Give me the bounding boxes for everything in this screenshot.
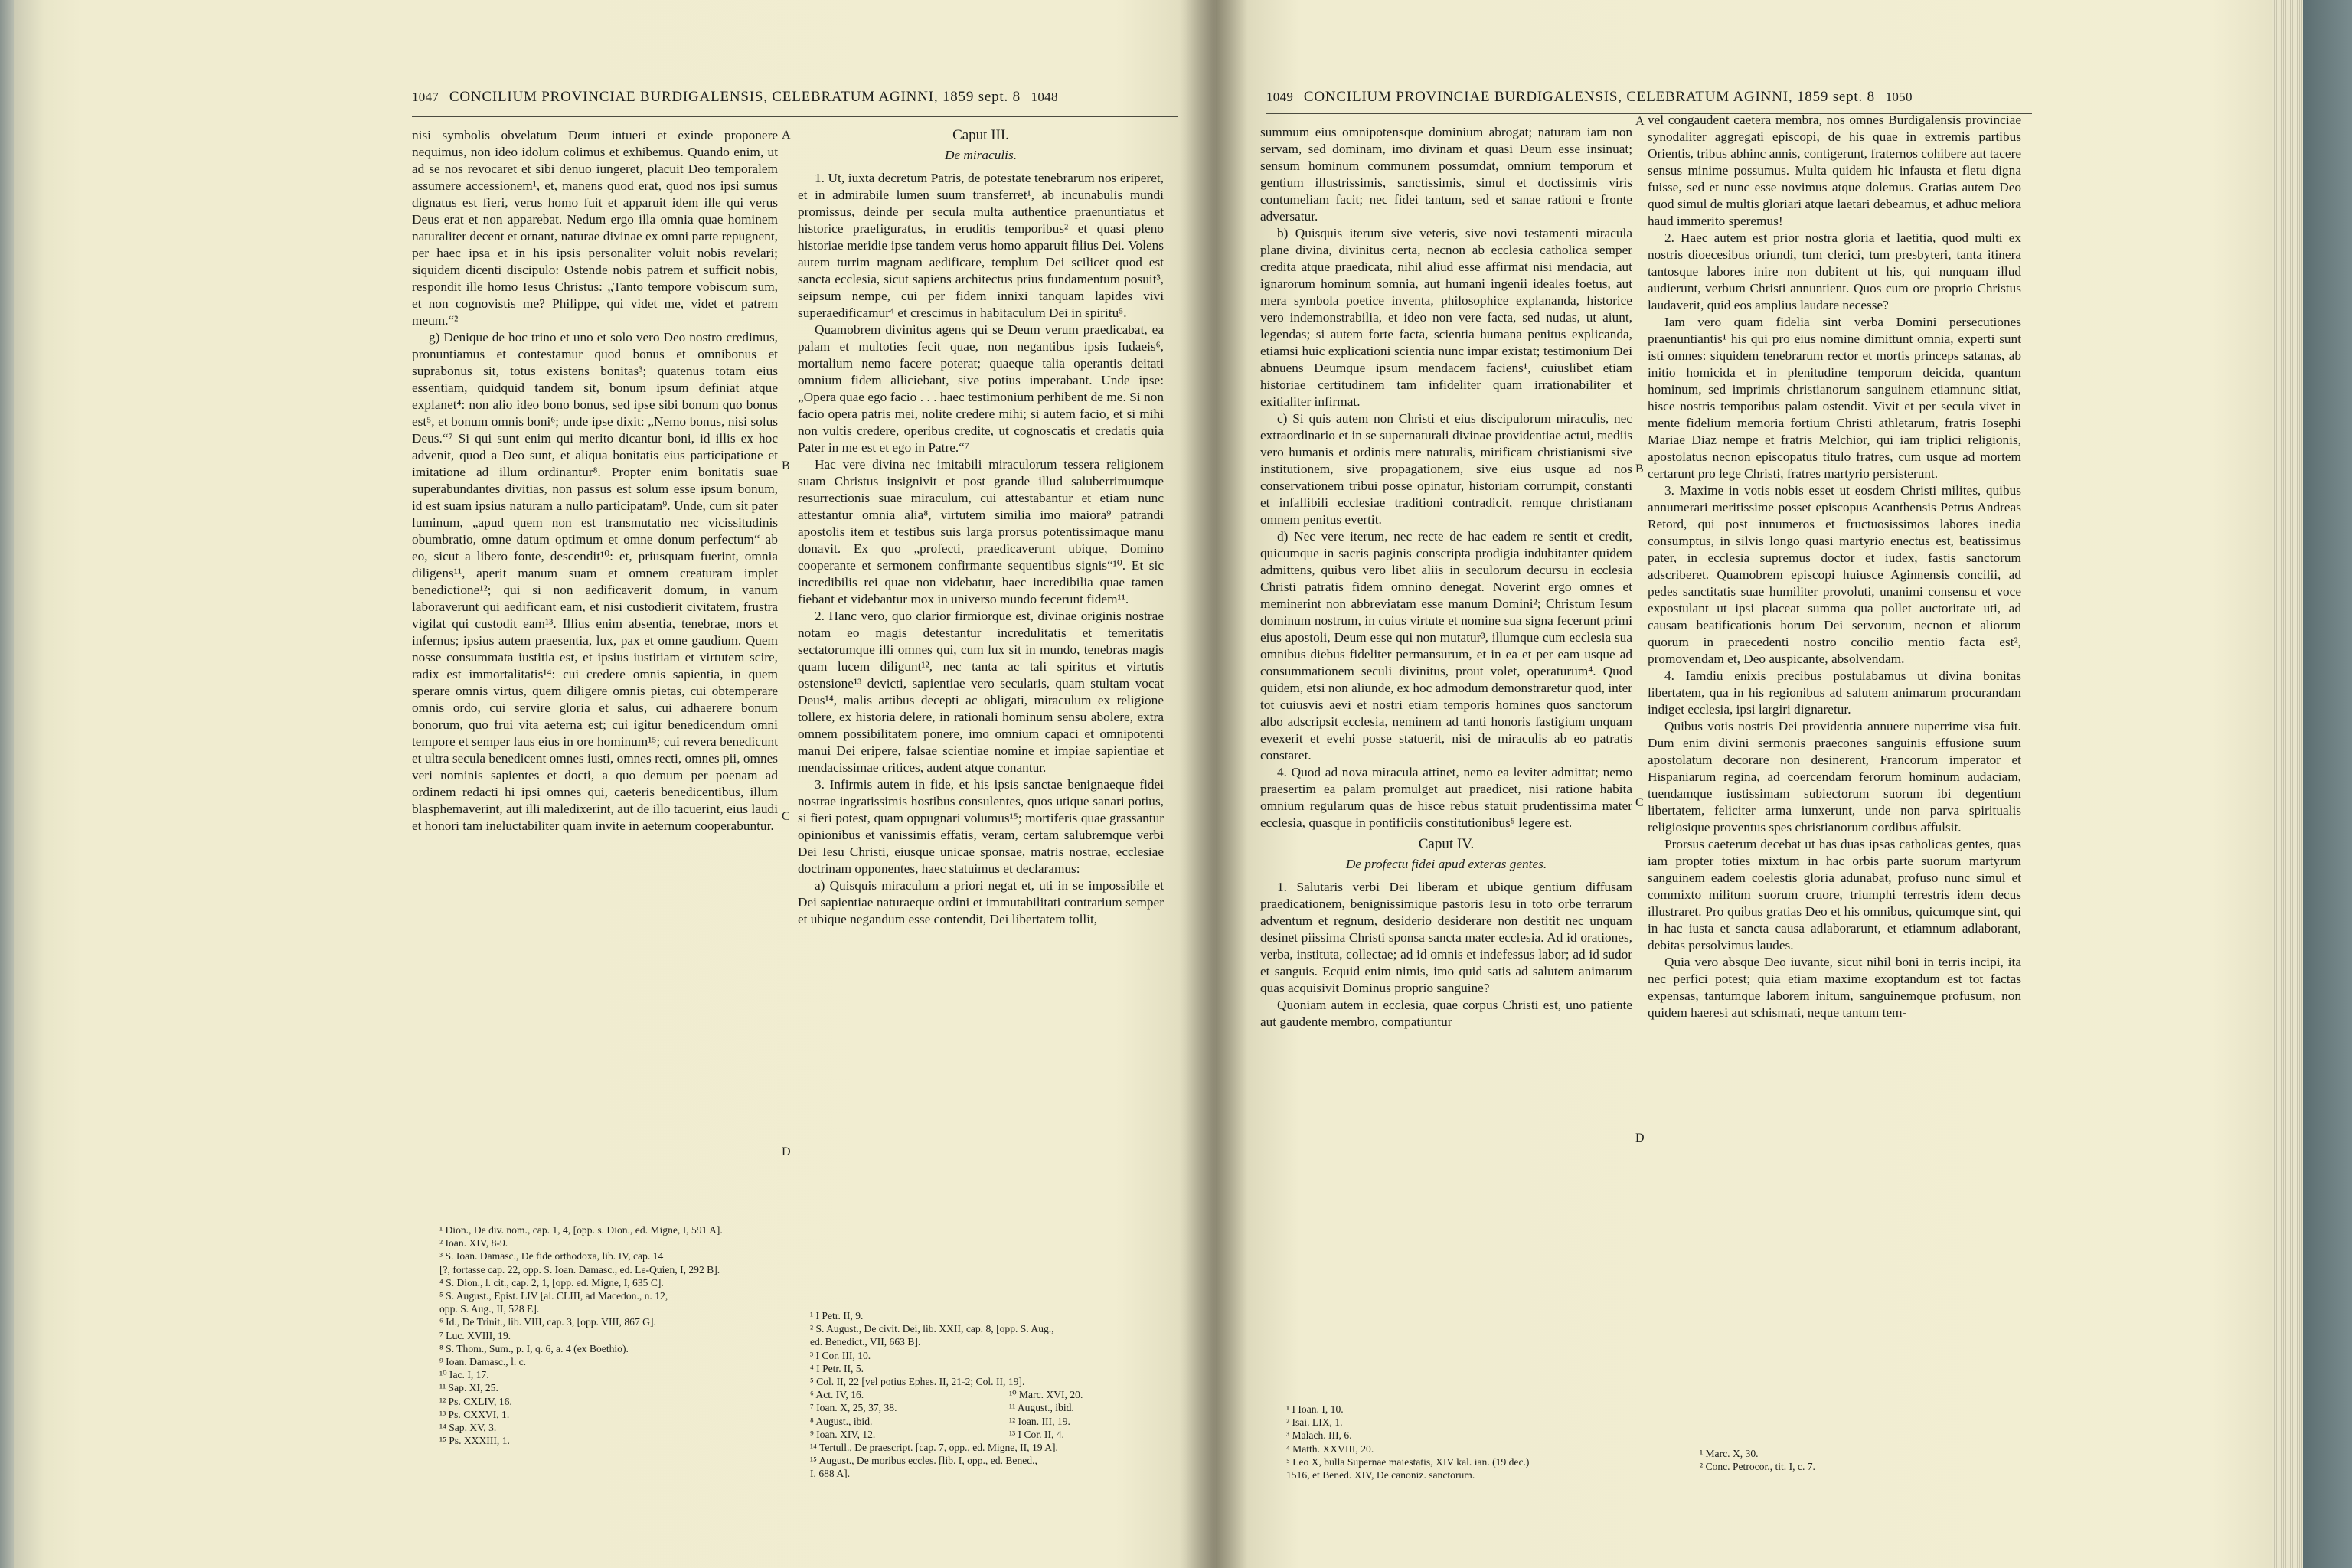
chapter-subtitle: De miraculis. (944, 148, 1018, 162)
margin-marker-d: D (1635, 1132, 1645, 1145)
paragraph: Quoniam autem in ecclesia, quae corpus Christi est, uno patiente aut gaudente membro, compatiuntur (1260, 998, 1632, 1029)
paragraph: 2. Haec autem est prior nostra gloria et laetitia, quod multi ex nostris dioecesibus oriundi, tum clerici, tum presbyteri, tanta itinera tantosque labores inire non dubitent ut his, qui nunquam illud audierunt, verbum Christi annuntient. Quos cum ore proprio Christus laudaverit, quid eos amplius laudare necesse? (1648, 230, 2021, 312)
footnote: I, 688 A]. (810, 1468, 851, 1480)
footnote: ³ S. Ioan. Damasc., De fide orthodoxa, lib. IV, cap. 14 (439, 1250, 664, 1263)
footnote: ¹⁴ Sap. XV, 3. (439, 1422, 497, 1434)
footnote: ³ Malach. III, 6. (1286, 1429, 1352, 1442)
footnote: ¹ I Petr. II, 9. (810, 1310, 864, 1321)
right-column-a (1260, 124, 1632, 1031)
footnote: ² Conc. Petrocor., tit. I, c. 7. (1700, 1461, 1815, 1473)
footnote: ⁵ Col. II, 22 [vel potius Ephes. II, 21-2; Col. II, 19]. (810, 1376, 1025, 1388)
paragraph: Iam vero quam fidelia sint verba Domini persecutiones praenuntiantis¹ his qui pro eius nomine dimittunt omnia, experti sunt isti omnes: siquidem tenebrarum rector et mortis princeps satanas, ab initio homicida et in plenitudine temporum deicida, quantum hominum, sed imprimis christianorum sanguinem etiamnunc sitiat, hisce nostris temporibus palam ostendit. Vivit et per secula vivet in mente fidelium memoria fortium Christi athletarum, fratris Iosephi Mariae Diaz nempe et fratris Melchior, qui iam triplici religionis, apostolatus necnon episcopatus titulo fratres, cum usque ad mortem certarunt pro lege Christi, fratres martyrio persisterunt. (1648, 315, 2021, 481)
right-column-b (1648, 112, 2021, 1021)
margin-marker-a: A (782, 129, 791, 142)
footnote: opp. S. Aug., II, 528 E]. (439, 1303, 540, 1315)
left-page-number-a: 1047 (412, 90, 439, 104)
left-running-title: CONCILIUM PROVINCIAE BURDIGALENSIS, CELEBRATUM AGINNI, 1859 sept. 8 (449, 89, 1021, 105)
footnote: ⁹ Ioan. Damasc., l. c. (439, 1356, 527, 1368)
chapter-subtitle: De profectu fidei apud exteras gentes. (1345, 857, 1547, 871)
margin-marker-b: B (1635, 462, 1644, 475)
footnote: ¹¹ August., ibid. (1009, 1402, 1074, 1414)
footnote: ¹ Dion., De div. nom., cap. 1, 4, [opp. s. Dion., ed. Migne, I, 591 A]. (439, 1224, 723, 1236)
left-header-rule (412, 116, 1178, 117)
footnote: ¹² Ioan. III, 19. (1009, 1415, 1070, 1427)
paragraph: 1. Ut, iuxta decretum Patris, de potestate tenebrarum nos eriperet, et in admirabile lumen suum transferret¹, ab incunabulis mundi promissus, deinde per secula multa authentice praenuntiatus et historice praefiguratus, in eruditis temporibus² et quasi pleno historiae meridie ipse tandem verus homo apparuit filius Dei. Volens autem turrim magnam aedificare, templum Dei scilicet quod est sancta ecclesia, sicut sapiens architectus prius fundamentum posuit³, seipsum nempe, cui per fidem innixi tanquam lapides vivi superaedificamur⁴ et crescimus in habitaculum Dei in spiritu⁵. (798, 171, 1164, 320)
footnote: ⁵ S. August., Epist. LIV [al. CLIII, ad Macedon., n. 12, (439, 1290, 668, 1302)
paragraph: a) Quisquis miraculum a priori negat et, uti in se impossibile et Dei sapientiae naturaeque ordini et immutabilitati contrarium semper et ubique negandum esse contendit, Dei libertatem tollit, (798, 878, 1164, 926)
book-edge-left (0, 0, 14, 1568)
paragraph: Quibus votis nostris Dei providentia annuere nuperrime visa fuit. Dum enim divini sermonis praecones sanguinis effusione suum apostolatum decorare non desinerent, Francorum imperator et Hispaniarum regina, ad coercendam ferorum hominum audaciam, tuendamque iustissimam subiectorum suorum ibi degentium libertatem, feliciter arma iunxerunt, unde non parva spiritualis religiosique proventus spes christianorum cordibus affulsit. (1648, 719, 2021, 835)
footnote: [?, fortasse cap. 22, opp. S. Ioan. Damasc., ed. Le-Quien, I, 292 B]. (439, 1263, 720, 1276)
footnote: ¹⁴ Tertull., De praescript. [cap. 7, opp., ed. Migne, II, 19 A]. (810, 1441, 1058, 1453)
footnote: ⁶ Act. IV, 16. (810, 1389, 864, 1401)
page-stack-edge (2272, 0, 2303, 1568)
left-page-number-b: 1048 (1031, 90, 1058, 104)
footnote: ¹⁰ Marc. XVI, 20. (1009, 1389, 1083, 1401)
margin-marker-a: A (1635, 115, 1645, 128)
footnote: ² S. August., De civit. Dei, lib. XXII, cap. 8, [opp. S. Aug., (810, 1323, 1054, 1335)
right-page-header (1266, 89, 1913, 106)
left-page (14, 0, 1216, 1568)
paragraph: 3. Infirmis autem in fide, et his ipsis sanctae benignaeque fidei nostrae ingratissimis hostibus consulentes, quos utique sanari potius, si fieri potest, quam oppugnari volumus¹⁵; mortiferis quae grassantur opinionibus et vanissimis effatis, veram, certam salubremque verbi Dei Iesu Christi, eiusque unicae sponsae, matris nostrae, ecclesiae doctrinam opponentes, haec statuimus et declaramus: (798, 777, 1164, 876)
paragraph: Quia vero absque Deo iuvante, sicut nihil boni in terris incipi, ita nec perfici potest; quia etiam maxime exoptandum est tot factas expensas, tantumque laborem initum, sanguinemque profusum, non quidem haeresi aut schismati, neque tantum tem- (1648, 955, 2021, 1020)
footnote: ¹⁵ August., De moribus eccles. [lib. I, opp., ed. Bened., (810, 1455, 1037, 1467)
footnote: ¹³ I Cor. II, 4. (1009, 1428, 1064, 1440)
desk-background (2303, 0, 2352, 1568)
right-footnotes-b (1700, 1447, 1929, 1473)
footnote (1009, 1375, 1162, 1388)
footnote: ¹ I Ioan. I, 10. (1286, 1403, 1344, 1415)
right-page-number-b: 1050 (1885, 90, 1913, 104)
right-page (1216, 0, 2272, 1568)
footnote: ² Isai. LIX, 1. (1286, 1416, 1343, 1429)
footnote: ⁷ Ioan. X, 25, 37, 38. (810, 1402, 897, 1414)
paragraph: 1. Salutaris verbi Dei liberam et ubique gentium diffusam praedicationem, benignissimique pastoris Iesu in toto orbe terrarum adventum et regnum, desiderio desiderare non destitit nec unquam desinet piissima Christi sponsa sancta mater ecclesia. Ad id orationes, verba, instituta, collectae; ad id omnis et indefessus labor; ad id sudor et sanguis. Ecquid enim nimis, imo quid satis ad salutem animarum quas acquisivit Dominus proprio sanguine? (1260, 880, 1632, 995)
chapter-heading: Caput III. (952, 127, 1009, 143)
paragraph: Prorsus caeterum decebat ut has duas ipsas catholicas gentes, quas iam propter toties mixtum in hac orbis parte suorum martyrum sanguinem eadem coelestis gloria adunabat, profuso nunc simul et commixto militum suorum cruore, triumphi terrestris idem decus illustraret. Pro quibus gratias Deo et his omnibus, quicumque sint, qui in hac iusta et sancta causa adlaborarunt, et etiamnum adlaborant, debitas persolvimus laudes. (1648, 837, 2021, 952)
footnote: ⁴ I Petr. II, 5. (810, 1362, 864, 1374)
footnote: ¹ Marc. X, 30. (1700, 1448, 1759, 1459)
footnote: ¹⁰ Iac. I, 17. (439, 1369, 489, 1381)
paragraph: d) Nec vere iterum, nec recte de hac eadem re sentit et credit, quicumque in sacris paginis conscripta prodigia indubitanter quidem admittens, quibus vero libet aliis in seculorum decursu in ecclesia Christi patratis fidem omnino denegat. Noverint ergo omnes et meminerint non abbreviatam esse manum Domini²; Christum Iesum dominum nostrum, in cuius virtute et nomine sua signa fecerunt primi eius apostoli, Deum esse qui non mutatur³, illumque cum ecclesia sua omnibus diebus fideliter permansurum, et in ea et per eam usque ad consummationem seculi divinitus, prout volet, operaturum⁴. Quod quidem, etsi non aliunde, ex hoc admodum demonstraretur quod, inter tot cuiusvis aevi et nostri etiam temporis homines quos sanctorum albo adscripsit ecclesia, neminem ad tanti honoris fastigium unquam evexerit et evehi posse statuerit, nisi de miraculis ab eo patratis constaret. (1260, 529, 1632, 763)
left-column-b (798, 127, 1164, 928)
left-column-a (412, 127, 778, 835)
footnote: ¹³ Ps. CXXVI, 1. (439, 1408, 510, 1420)
footnote: ² Ioan. XIV, 8-9. (439, 1237, 508, 1250)
paragraph: b) Quisquis iterum sive veteris, sive novi testamenti miracula plane divina, divinitus certa, necnon ab ecclesia catholica semper credita atque praedicata, nihil aliud esse affirmat nisi mendacia, aut ignarorum hominum somnia, aut humani ingenii ideales foetus, aut mera symbola poetice inventa, philosophice explananda, historice vero indemonstrabilia, et ideo non vere facta, sed nudas, ut aiunt, legendas; si autem forte facta, scientia humana penitus explicanda, etiamsi huic explicationi scientia nunc impar existat; testimonium Dei abnuens Deumque ipsum mendacem faciens¹, cuiuslibet etiam historiae certitudinem tam infideliter quam irrationabiliter et exitialiter infirmat. (1260, 226, 1632, 409)
footnote: ¹⁵ Ps. XXXIII, 1. (439, 1435, 510, 1447)
footnote: ⁹ Ioan. XIV, 12. (810, 1428, 876, 1440)
footnote: ¹¹ Sap. XI, 25. (439, 1382, 498, 1394)
paragraph: vel congaudent caetera membra, nos omnes Burdigalensis provinciae synodaliter aggregati episcopi, de his quae in extremis partibus Orientis, tribus abhinc annis, contigerunt, fraternos cohibere aut tacere sensus minime possumus. Multa quidem hic infausta et fletu digna fuisse, sed et nunc esse novimus atque dolemus. Gratias autem Deo quod simul de multis gloriari atque laetari debeamus, et adhuc meliora haud immerito speremus! (1648, 113, 2021, 228)
footnote: ⁸ S. Thom., Sum., p. I, q. 6, a. 4 (ex Boethio). (439, 1342, 629, 1354)
footnote: ⁸ August., ibid. (810, 1415, 873, 1427)
footnote: ⁵ Leo X, bulla Supernae maiestatis, XIV kal. ian. (19 dec.) (1286, 1455, 1530, 1468)
margin-marker-c: C (1635, 796, 1644, 809)
footnote (1009, 1362, 1162, 1375)
paragraph: g) Denique de hoc trino et uno et solo vero Deo nostro credimus, pronuntiamus et contestamur quod bonus et omnibonus et suprabonus sit, totus existens bonitas³; quatenus totam eius essentiam, quidquid tandem sit, bonum ipsum definiat atque explanet⁴: non alio ideo bono bonus, sed ipse sibi bonum quo bonus est⁵, et bonum omnis boni⁶; unde ipse dixit: „Nemo bonus, nisi solus Deus.“⁷ Si qui sunt enim qui merito dicantur boni, id illis ex hoc advenit, quod a Deo sunt, et aliqua bonitatis eius participatione et imitatione ad illum ordinantur⁸. Propter enim bonitatis suae superabundantes divitias, non passus est solum esse ipsum bonum, id est suam ipsius naturam a nullo participatam⁹. Unde, cum sit pater luminum, „apud quem non est transmutatio nec vicissitudinis obumbratio, omne datum optimum et omne donum perfectum“ ab eo, sicut a libero fonte, descendit¹⁰: et, priusquam fuerint, omnia diligens¹¹, aperit manum suam et omnem creaturam implet benedictione¹²; qui si non aedificaverit domum, in vanum laboraverunt qui aedificant eam, et nisi custodierit civitatem, frustra vigilat qui custodit eam¹³. Illius enim absentia, tenebrae, mors et infernus; ipsius autem praesentia, lux, pax et omne gaudium. Quem nosse consummata iustitia est, et ipsius iustitiam et virtutem scire, radix est immortalitatis¹⁴: cui credere omnis sapientia, in quem sperare omnis virtus, quem diligere omnis pietas, cui obtemperare omnis ordo, cui servire gloria et salus, cui adhaerere bonum bonorum, quo frui vita aeterna est; cui igitur benedicendum omni tempore et semper laus eius in ore hominum¹⁵; cui revera benedicunt et ultra secula benedicent omnes iusti, omnes recti, omnes pii, omnes veri nominis sapientes et docti, a quo demum per poenam ad ordinem redacti hi ipsi omnes qui, caeteris benedicentibus, illum blasphemaverint, aut illi maledixerint, aut de illo tacuerint, eius laudi et honori tam ineluctabiliter quam invite in aeternum cooperabuntur. (412, 330, 778, 833)
margin-marker-b: B (782, 459, 790, 472)
right-footnotes-a (1286, 1403, 1646, 1481)
right-page-number-a: 1049 (1266, 90, 1294, 104)
footnote: ⁴ S. Dion., l. cit., cap. 2, 1, [opp. ed. Migne, I, 635 C]. (439, 1276, 664, 1289)
paragraph: Hac vere divina nec imitabili miraculorum tessera religionem suam Christus insignivit et post grande illud saluberrimumque resurrectionis suae miraculum, cui attestabantur et etiam nunc attestantur omnia alia⁸, virtutem similia imo maiora⁹ patrandi apostolis item et testibus suis larga prorsus potentissimaque manu donavit. Ex quo „profecti, praedicaverunt ubique, Domino cooperante et sermonem confirmante sequentibus signis“¹⁰. Et sic incredibilis rei quae non videbatur, haec incredibilia quae tamen fiebant et videbantur mox in universo mundo fecerunt fidem¹¹. (798, 457, 1164, 606)
footnote: ⁷ Luc. XVIII, 19. (439, 1329, 511, 1341)
paragraph: nisi symbolis obvelatum Deum intueri et exinde proponere nequimus, non ideo idolum colimus et exhibemus. Quando enim, ut ad se nos revocaret et sibi denuo iungeret, placuit Deo temporalem assumere accessionem¹, et, manens quod erat, quod nos ipsi sumus dignatus est fieri, verus homo fuit et apparuit idem ille qui verus Deus erat et non apparebat. Nedum ergo illa omnia quae hominem naturaliter decent et ornant, naturae divinae ex omni parte repugnent, per haec ipsa et in his ipsis personaliter voluit nobis revelari; siquidem dicenti discipulo: Ostende nobis patrem et sufficit nobis, respondit ille homo Iesus Christus: „Tanto tempore vobiscum sum, et non cognovistis me? Philippe, qui videt me, videt et patrem meum.“² (412, 128, 778, 328)
left-footnotes-a (439, 1223, 776, 1447)
paragraph: 3. Maxime in votis nobis esset ut eosdem Christi milites, quibus annumerari meritissime posset episcopus Acanthensis Petrus Andreas Retord, qui post innumeros et fructuosissimos labores inedia consumptus, in silvis longo quasi martyrio enectus est, beatissimus pater, in ecclesia supremus doctor et iudex, fastis sanctorum adscriberet. Quamobrem episcopi huiusce Aginnensis concilii, ad pedes sanctitatis suae humiliter provoluti, unanimi consensu et voce expostulant ut ipsi placeat summa qua pollet auctoritate uti, ad causam beatificationis horum Dei servorum, necnon et aliorum quorum in praecedenti nostro concilio mentio facta est², promovendam et, Deo auspicante, absolvendam. (1648, 483, 2021, 666)
footnote: ⁴ Matth. XXVIII, 20. (1286, 1442, 1374, 1455)
left-page-header (412, 89, 1058, 106)
footnote: ed. Benedict., VII, 663 B]. (810, 1336, 921, 1348)
paragraph: c) Si quis autem non Christi et eius discipulorum miraculis, nec extraordinario et in se supernaturali divinae providentiae actui, mediis vero humanis et ordinis mere naturalis, mirificam christianismi sive institutionem, sive propagationem, sive eius usque ad nos conservationem tribui posse opinatur, historiam corrumpit, constanti et infallibili ecclesiae traditioni contradicit, remque christianam omnem penitus evertit. (1260, 411, 1632, 527)
paragraph: 4. Quod ad nova miracula attinet, nemo ea leviter admittat; nemo praesertim ea palam promulget aut praedicet, nisi ratione habita omnium regularum quas de hisce rebus statuit prudentissima mater ecclesia, quasque in pontificiis constitutionibus⁵ legere est. (1260, 765, 1632, 830)
left-footnotes-b (810, 1309, 1178, 1480)
margin-marker-d: D (782, 1145, 791, 1158)
paragraph: Quamobrem divinitus agens qui se Deum verum praedicabat, ea palam et multoties fecit quae, non negantibus ipsis Iudaeis⁶, mortalium nemo facere poterat; quaeque talia operantis deitati omnium fidem alliciebant, sive potius imperabant. Unde ipse: „Opera quae ego facio . . . haec testimonium perhibent de me. Si non facio opera patris mei, nolite credere mihi; si autem facio, et si mihi non vultis credere, operibus credite, ut cognoscatis et credatis quia Pater in me est et ego in Patre.“⁷ (798, 322, 1164, 455)
margin-marker-c: C (782, 810, 790, 823)
paragraph: summum eius omnipotensque dominium abrogat; naturam iam non servam, sed dominam, imo divinam et quasi Deum esse insinuat; sensum hominum communem possumdat, omnium temporum et gentium illustrissimis, sanctissimis, simul et doctissimis viris contumeliam facit; nec fidei tantum, sed et sanae rationi e fronte adversatur. (1260, 125, 1632, 224)
chapter-heading: Caput IV. (1418, 836, 1475, 852)
footnote: ³ I Cor. III, 10. (810, 1349, 871, 1361)
footnote: ⁶ Id., De Trinit., lib. VIII, cap. 3, [opp. VIII, 867 G]. (439, 1316, 656, 1328)
footnote: 1516, et Bened. XIV, De canoniz. sanctorum. (1286, 1469, 1475, 1481)
right-running-title: CONCILIUM PROVINCIAE BURDIGALENSIS, CELEBRATUM AGINNI, 1859 sept. 8 (1303, 89, 1875, 105)
footnote: ¹² Ps. CXLIV, 16. (439, 1395, 512, 1407)
paragraph: 2. Hanc vero, quo clarior firmiorque est, divinae originis nostrae notam eo magis detestantur incredulitatis et temeritatis sectatorumque illi omnes qui, cum lux sit in mundo, tenebras magis quam lucem diligunt¹², nec tanta ac tali spiritus et virtutis ostensione¹³ devicti, sapientiae vero secularis, quam stultam vocat Deus¹⁴, malis artibus decepti ac obligati, miraculum ex religione tollere, ex historia delere, in rationali hominum sensu abolere, extra omnem possibilitatem ponere, imo omnium capaci et omnipotenti manui Dei eripere, falsae scientiae nomine et impiae sapientiae et mendacissimae critices, audent atque conantur. (798, 609, 1164, 775)
paragraph: 4. Iamdiu enixis precibus postulabamus ut divina bonitas libertatem, qua in his regionibus ad salutem animarum procurandam indiget ecclesia, ipsi largiri dignaretur. (1648, 668, 2021, 717)
